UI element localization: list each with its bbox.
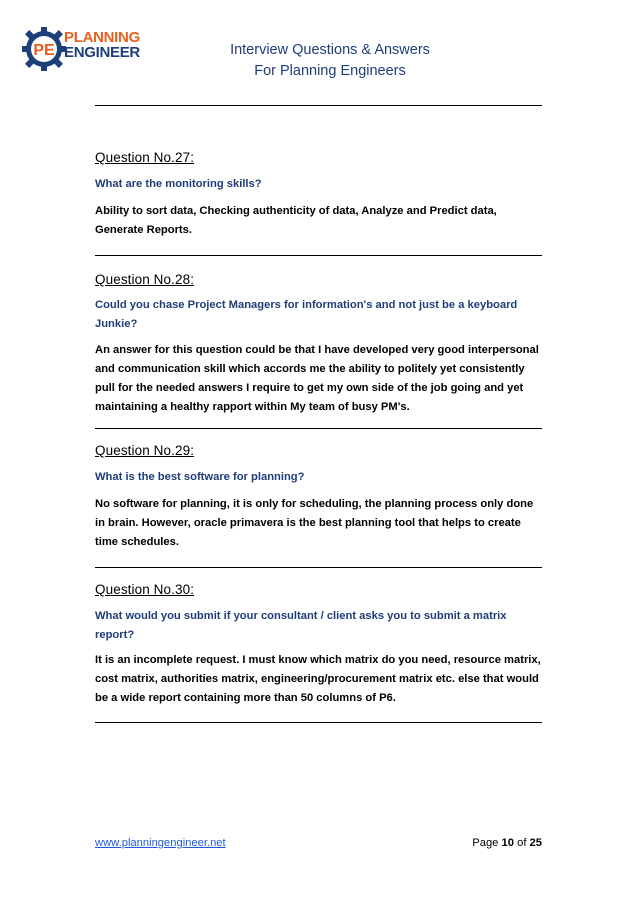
- divider: [95, 255, 542, 256]
- page-header-title: [150, 40, 510, 82]
- question-text: What is the best software for planning?: [95, 471, 305, 483]
- logo-badge: PE: [33, 42, 55, 59]
- divider: [95, 428, 542, 429]
- header-title-line1: Interview Questions & Answers: [230, 42, 430, 58]
- gear-logo-icon: [22, 26, 68, 72]
- question-text: Could you chase Project Managers for information's and not just be a keyboard Junkie?: [95, 299, 518, 330]
- logo-line1: PLANNING: [64, 29, 140, 46]
- divider: [95, 567, 542, 568]
- divider: [95, 722, 542, 723]
- footer-website-link[interactable]: www.planningengineer.net: [95, 837, 226, 849]
- answer-text: No software for planning, it is only for scheduling, the planning process only done in brain. However, oracle primavera is the best planning tool that helps to create time schedules.: [95, 498, 534, 548]
- answer-text: It is an incomplete request. I must know which matrix do you need, resource matrix, cost matrix, authorities matrix, engineering/procurement matrix etc. else that would be a wide report containing more than 50 columns of P6.: [95, 654, 541, 704]
- logo: [22, 26, 162, 74]
- answer-text: An answer for this question could be that I have developed very good interpersonal and communication skill which accords me the ability to politely yet consistently pull for the needed answers I require to get my own side of the job going and yet maintaining a healthy rapport within My team of busy PM's.: [95, 344, 539, 413]
- logo-line2: ENGINEER: [64, 44, 140, 61]
- of-label: of: [517, 837, 527, 849]
- current-page: 10: [501, 837, 514, 849]
- question-heading: Question No.29:: [95, 443, 195, 458]
- question-text: What would you submit if your consultant / client asks you to submit a matrix report?: [95, 610, 507, 641]
- total-pages: 25: [529, 837, 542, 849]
- page-label: Page: [472, 837, 499, 849]
- question-heading: Question No.30:: [95, 582, 195, 597]
- header-title-line2: For Planning Engineers: [254, 63, 406, 79]
- question-text: What are the monitoring skills?: [95, 178, 262, 190]
- divider: [95, 105, 542, 106]
- question-heading: Question No.27:: [95, 150, 195, 165]
- answer-text: Ability to sort data, Checking authenticity of data, Analyze and Predict data, Generate Reports.: [95, 205, 497, 236]
- question-heading: Question No.28:: [95, 272, 195, 287]
- page-number: [472, 837, 542, 849]
